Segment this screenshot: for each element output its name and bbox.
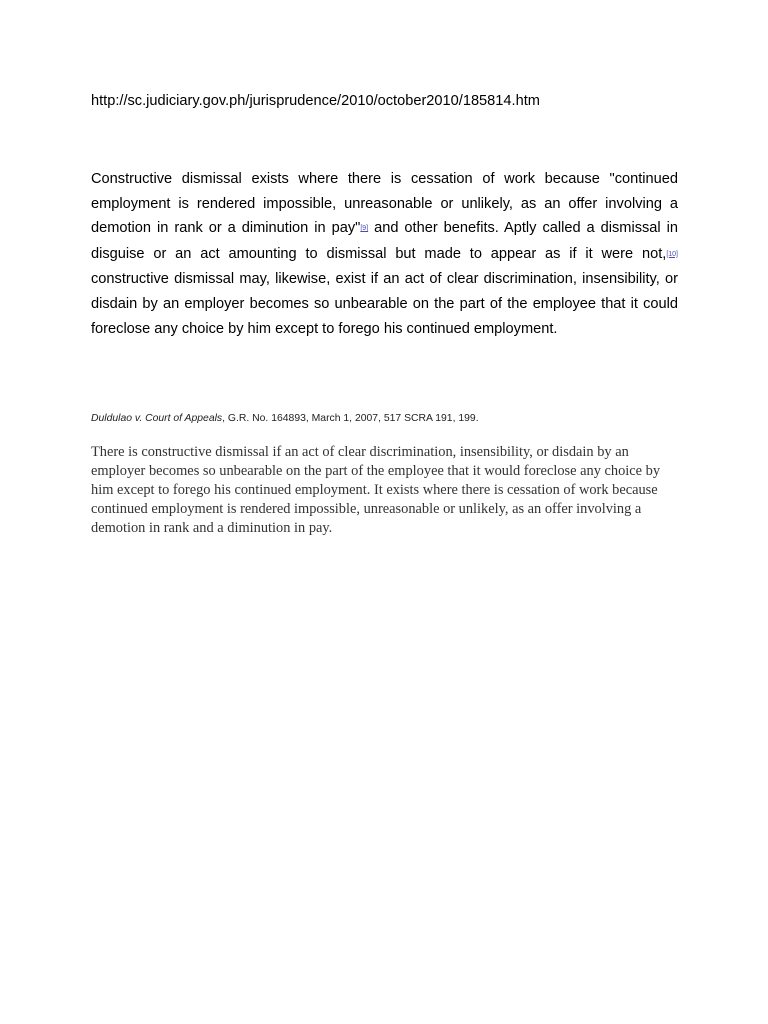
- footnote-link-10[interactable]: [10]: [666, 250, 678, 258]
- case-citation: [91, 413, 691, 424]
- main-paragraph: [91, 167, 678, 341]
- source-url: http://sc.judiciary.gov.ph/jurisprudence/2010/october2010/185814.htm: [91, 93, 540, 109]
- quoted-paragraph: There is constructive dismissal if an act of clear discrimination, insensibility, or disdain by an employer becomes so unbearable on the part of the employee that it would foreclose any choice by him except to forego his continued employment. It exists where there is cessation of work because continued employment is rendered impossible, unreasonable or unlikely, as an offer involving a demotion in rank and a diminution in pay.: [91, 444, 661, 536]
- main-paragraph-part-1: Constructive dismissal exists where there is cessation of work because "continued employment is rendered impossible, unreasonable or unlikely, as an offer involving a demotion in rank or a diminution in pay": [91, 171, 678, 237]
- main-paragraph-part-2: and other benefits. Aptly called a dismissal in disguise or an act amounting to dismissal but made to appear as if it were not,: [91, 220, 678, 262]
- case-citation-details: , G.R. No. 164893, March 1, 2007, 517 SCRA 191, 199.: [222, 413, 479, 424]
- footnote-link-9[interactable]: [9]: [360, 225, 369, 233]
- case-name: Duldulao v. Court of Appeals: [91, 413, 223, 424]
- main-paragraph-part-3: constructive dismissal may, likewise, exist if an act of clear discrimination, insensibility, or disdain by an employer becomes so unbearable on the part of the employee that it could foreclose any choice by him except to forego his continued employment.: [91, 271, 678, 337]
